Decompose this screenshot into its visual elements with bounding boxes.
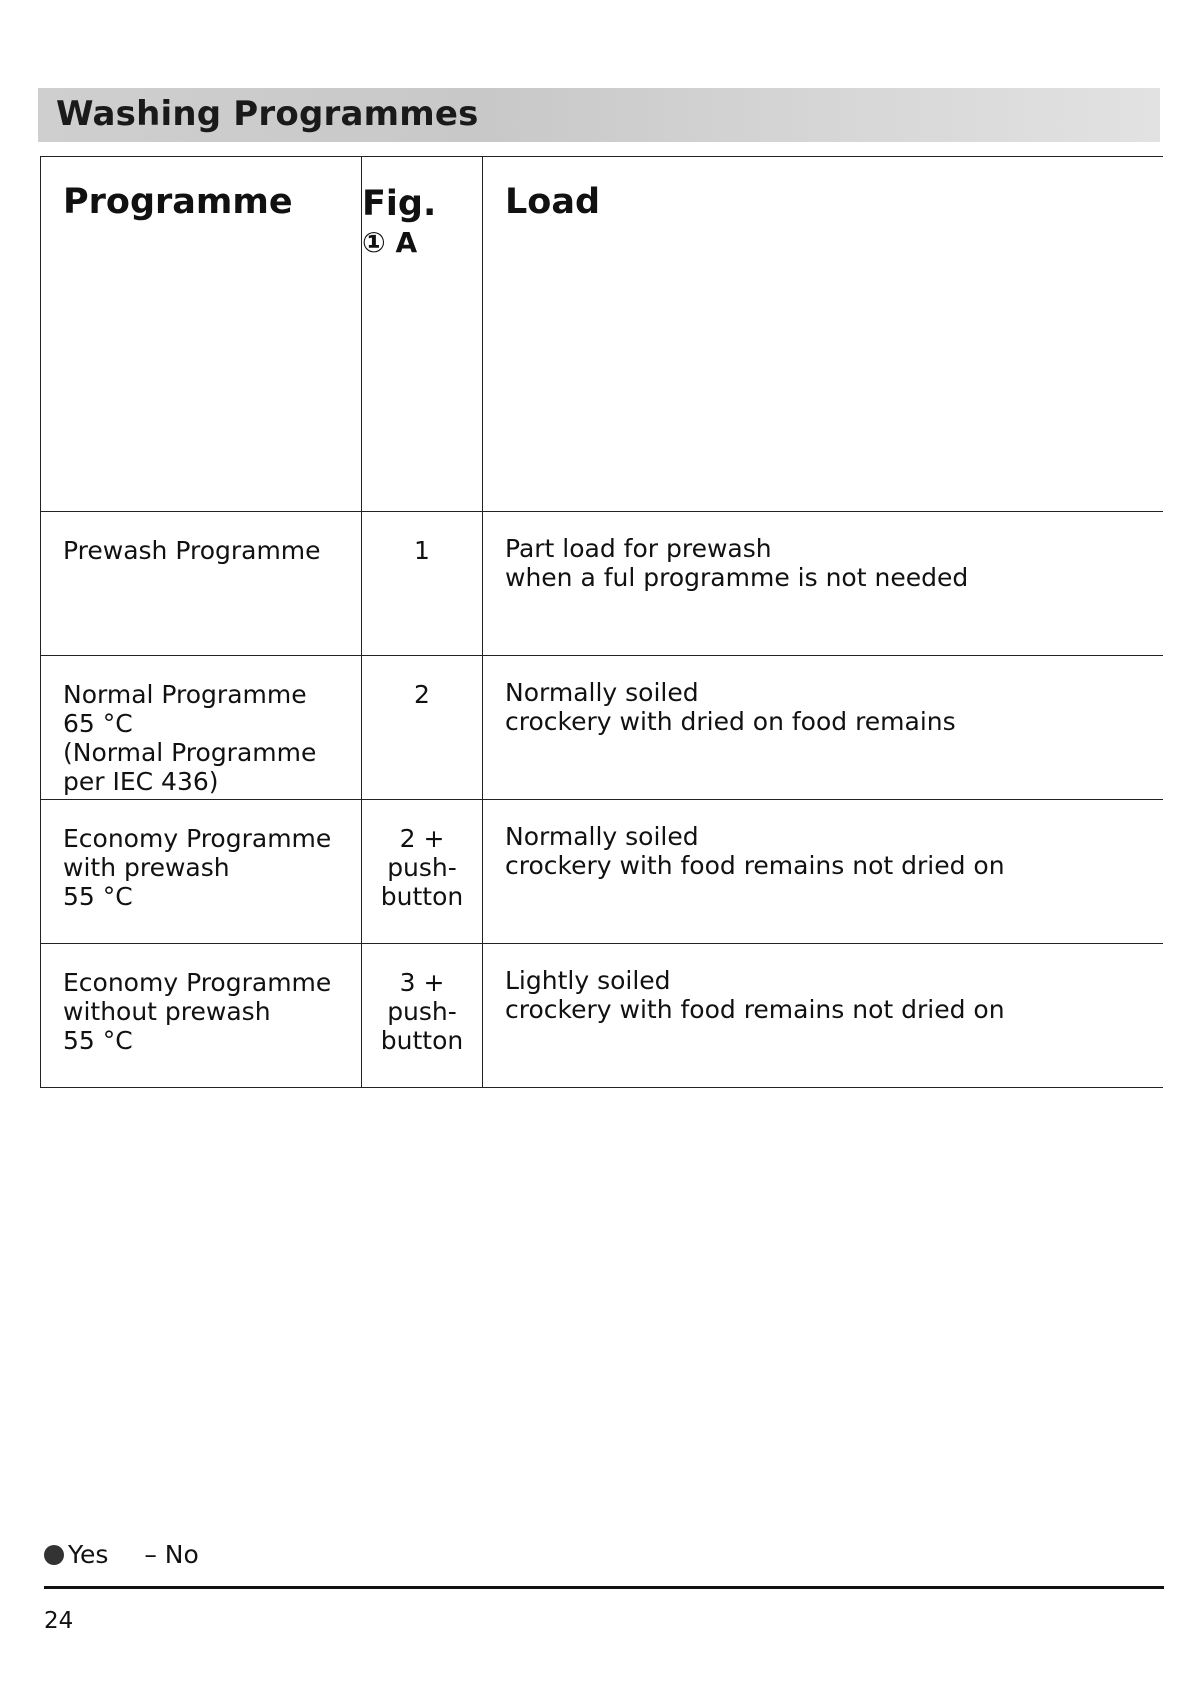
fig-cell (362, 800, 483, 944)
programme-header-cell (41, 157, 362, 512)
fig-cell (362, 656, 483, 800)
programme-cell (41, 512, 362, 656)
load-cell (483, 800, 1164, 944)
legend (44, 1540, 199, 1569)
page-number: 24 (44, 1608, 74, 1634)
table-row (41, 944, 1164, 1088)
fig-value: 2 (414, 680, 430, 709)
programme-name: Normal Programme 65 °C (Normal Programme per IEC 436) (63, 680, 317, 796)
load-cell (483, 944, 1164, 1088)
fig-cell (362, 944, 483, 1088)
load-description: Lightly soiled crockery with food remains not dried on (505, 966, 1005, 1024)
legend-yes: Yes (68, 1540, 109, 1569)
table-row (41, 656, 1164, 800)
load-description: Normally soiled crockery with food remains not dried on (505, 822, 1005, 880)
fig-cell (362, 512, 483, 656)
legend-no: – No (144, 1540, 199, 1569)
programmes-table (40, 156, 1163, 1088)
load-cell (483, 656, 1164, 800)
title-banner (38, 88, 1160, 142)
fig-header-cell (362, 157, 483, 512)
programme-name: Economy Programme without prewash 55 °C (63, 968, 332, 1055)
load-cell (483, 512, 1164, 656)
filled-dot-icon (44, 1545, 64, 1565)
load-header-cell (483, 157, 1164, 512)
load-description: Part load for prewash when a ful programme is not needed (505, 534, 969, 592)
programme-name: Economy Programme with prewash 55 °C (63, 824, 332, 911)
page-title: Washing Programmes (56, 94, 479, 134)
fig-value: 3 + push- button (380, 968, 464, 1055)
programme-cell (41, 656, 362, 800)
fig-header: Fig. (362, 184, 437, 224)
load-description: Normally soiled crockery with dried on food remains (505, 678, 956, 736)
programme-cell (41, 800, 362, 944)
load-header: Load (505, 182, 601, 222)
programme-cell (41, 944, 362, 1088)
programme-name: Prewash Programme (63, 536, 321, 565)
table-row (41, 512, 1164, 656)
fig-value: 1 (414, 536, 430, 565)
fig-value: 2 + push- button (380, 824, 464, 911)
table-row (41, 800, 1164, 944)
fig-reference: ① A (362, 226, 418, 259)
programme-header: Programme (63, 182, 293, 222)
footer-divider (44, 1586, 1164, 1589)
table-header-row (41, 157, 1164, 512)
